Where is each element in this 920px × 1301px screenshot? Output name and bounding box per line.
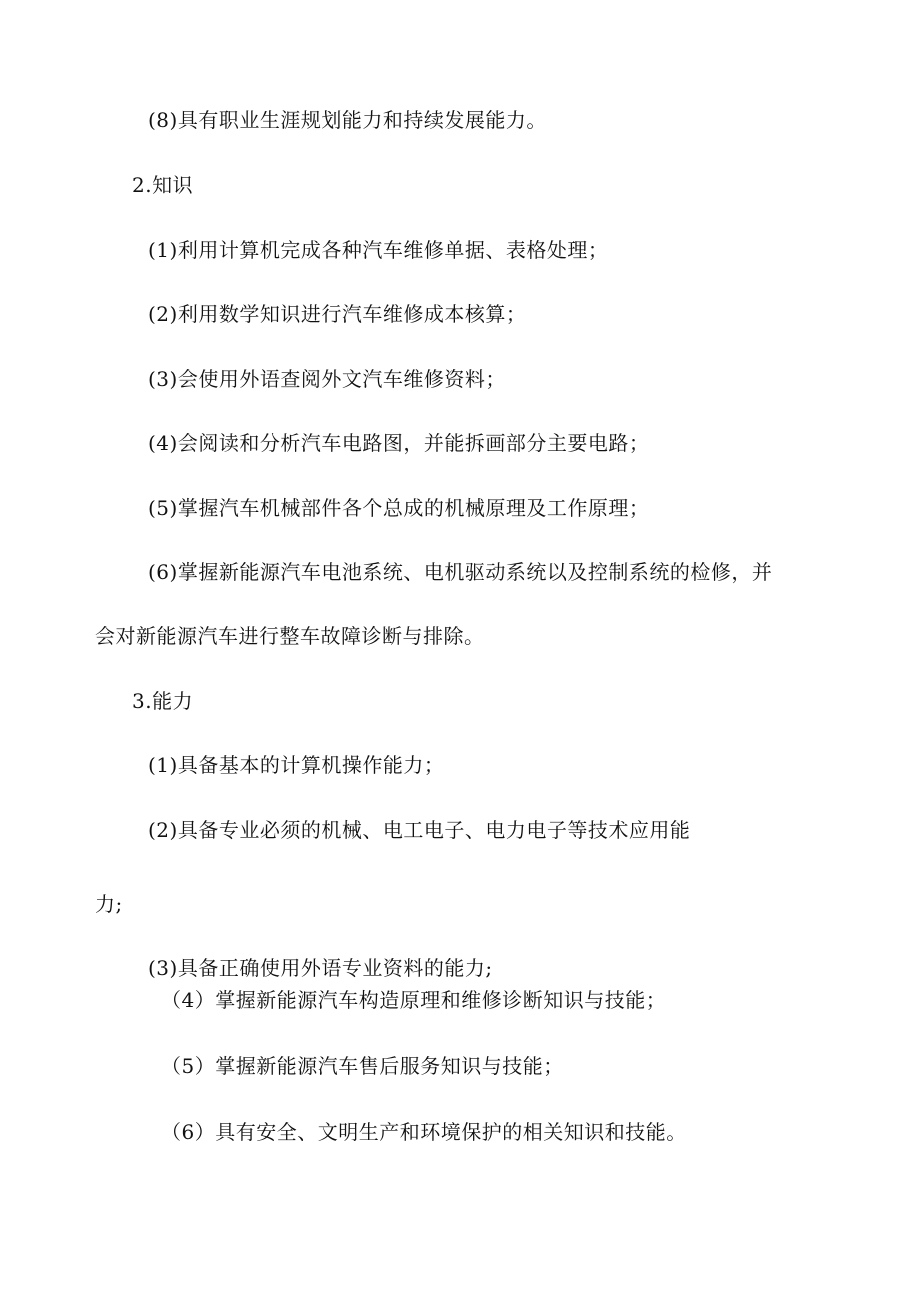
text-line: (3)会使用外语查阅外文汽车维修资料； [148,367,506,391]
text-line: (1)利用计算机完成各种汽车维修单据、表格处理； [148,238,609,262]
text-line: (2)利用数学知识进行汽车维修成本核算； [148,302,527,326]
text-line: (2)具备专业必须的机械、电工电子、电力电子等技术应用能 [148,818,691,842]
text-line: (4)会阅读和分析汽车电路图，并能拆画部分主要电路； [148,431,650,455]
text-line-continuation: 会对新能源汽车进行整车故障诊断与排除。 [95,624,485,648]
text-line: (5)掌握汽车机械部件各个总成的机械原理及工作原理； [148,496,650,520]
text-line: （4）掌握新能源汽车构造原理和维修诊断知识与技能； [161,988,667,1012]
section-heading-knowledge: 2.知识 [132,173,194,197]
text-line-continuation: 力; [95,892,123,916]
text-line: (3)具备正确使用外语专业资料的能力; [148,956,493,980]
text-line: (8)具有职业生涯规划能力和持续发展能力。 [148,108,547,132]
text-line: （6）具有安全、文明生产和环境保护的相关知识和技能。 [161,1120,687,1144]
section-heading-ability: 3.能力 [132,689,194,713]
text-line: (6)掌握新能源汽车电池系统、电机驱动系统以及控制系统的检修，并 [148,560,773,584]
text-line: (1)具备基本的计算机操作能力； [148,753,445,777]
text-line: （5）掌握新能源汽车售后服务知识与技能； [161,1054,564,1078]
